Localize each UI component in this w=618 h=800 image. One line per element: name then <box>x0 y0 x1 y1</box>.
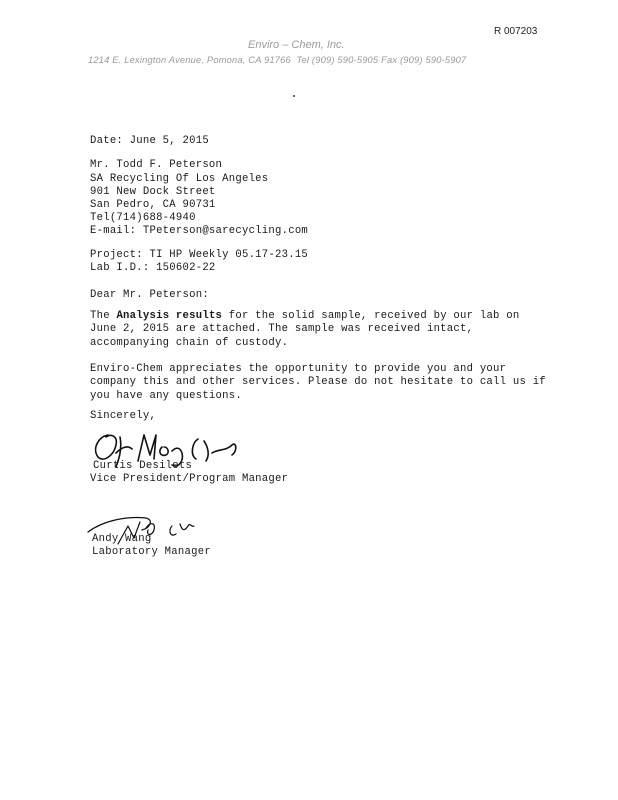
closing: Sincerely, <box>90 410 157 422</box>
salutation: Dear Mr. Peterson: <box>90 289 209 301</box>
body-p1-pre: The <box>90 310 110 322</box>
recipient-name: Mr. Todd F. Peterson <box>90 159 223 171</box>
signatory-2-title: Laboratory Manager <box>92 546 211 558</box>
letterhead-company: Enviro – Chem, Inc. <box>248 39 345 51</box>
signatory-1-title: Vice President/Program Manager <box>90 473 289 485</box>
project-line: Project: TI HP Weekly 05.17-23.15 <box>90 249 309 261</box>
bates-number: R 007203 <box>494 26 538 37</box>
lab-id-line: Lab I.D.: 150602-22 <box>90 262 216 274</box>
body-paragraph-1 <box>90 310 550 350</box>
recipient-tel: Tel(714)688-4940 <box>90 212 196 224</box>
recipient-city: San Pedro, CA 90731 <box>90 199 216 211</box>
signatory-2-name: Andy Wang <box>92 533 152 545</box>
recipient-company: SA Recycling Of Los Angeles <box>90 173 269 185</box>
recipient-street: 901 New Dock Street <box>90 186 216 198</box>
letterhead-address: 1214 E. Lexington Avenue, Pomona, CA 91766 Tel (909) 590-5905 Fax (909) 590-5907 <box>88 55 467 65</box>
analysis-results-emphasis: Analysis results <box>116 310 223 322</box>
signatory-1-name: Curtis Desilets <box>93 460 193 472</box>
date-line: Date: June 5, 2015 <box>90 135 209 147</box>
body-p1-post: for the solid sample, received by our lab on June 2, 2015 are attached. The sample was received intact, accompanying chain of custody. <box>90 310 520 349</box>
body-paragraph-2: Enviro-Chem appreciates the opportunity to provide you and your company this and other services. Please do not hesitate to call us if you have any questions. <box>90 363 546 402</box>
speck-mark <box>293 95 295 97</box>
recipient-email: E-mail: TPeterson@sarecycling.com <box>90 225 309 237</box>
